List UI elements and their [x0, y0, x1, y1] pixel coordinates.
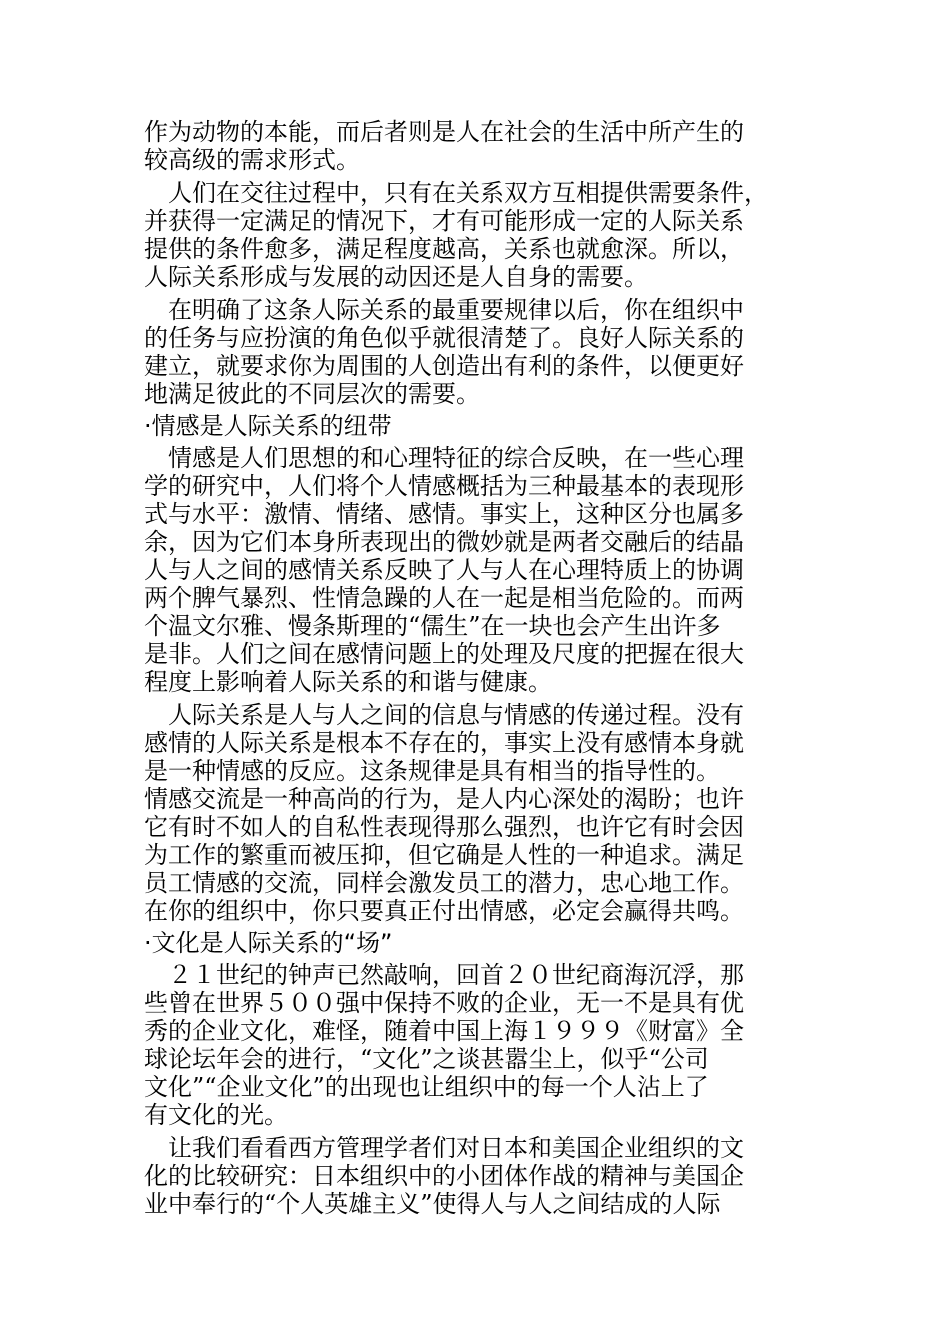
section-heading: ·情感是人际关系的纽带 — [144, 412, 392, 440]
text-line: 作为动物的本能，而后者则是人在社会的生活中所产生的 — [144, 118, 744, 146]
text-line: 是一种情感的反应。这条规律是具有相当的指导性的。 — [144, 757, 720, 785]
text-line: 较高级的需求形式。 — [144, 146, 360, 174]
text-line: 化的比较研究：日本组织中的小团体作战的精神与美国企 — [144, 1162, 744, 1190]
text-line: 秀的企业文化，难怪，随着中国上海１９９９《财富》全 — [144, 1017, 744, 1045]
text-line: 业中奉行的“个人英雄主义”使得人与人之间结成的人际 — [144, 1190, 721, 1218]
text-line: 学的研究中，人们将个人情感概括为三种最基本的表现形 — [144, 472, 744, 500]
text-line: 提供的条件愈多，满足程度越高，关系也就愈深。所以， — [144, 235, 744, 263]
text-line: 的任务与应扮演的角色似乎就很清楚了。良好人际关系的 — [144, 324, 744, 352]
text-line: 人际关系形成与发展的动因还是人自身的需要。 — [144, 263, 648, 291]
document-page — [144, 118, 809, 1218]
text-line: 式与水平：激情、情绪、感情。事实上，这种区分也属多 — [144, 500, 744, 528]
text-line: 有文化的光。 — [144, 1101, 288, 1129]
text-line: 余，因为它们本身所表现出的微妙就是两者交融后的结晶 — [144, 528, 744, 556]
text-line: 文化”“企业文化”的出现也让组织中的每一个人沾上了 — [144, 1073, 709, 1101]
text-line: 为工作的繁重而被压抑，但它确是人性的一种追求。满足 — [144, 841, 744, 869]
text-line: 情感交流是一种高尚的行为，是人内心深处的渴盼；也许 — [144, 785, 744, 813]
text-line: 个温文尔雅、慢条斯理的“儒生”在一块也会产生出许多 — [144, 612, 721, 640]
text-line: ２１世纪的钟声已然敲响，回首２０世纪商海沉浮，那 — [144, 961, 744, 989]
text-line: 些曾在世界５００强中保持不败的企业，无一不是具有优 — [144, 989, 744, 1017]
text-line: 人与人之间的感情关系反映了人与人在心理特质上的协调 — [144, 556, 744, 584]
text-line: 建立，就要求你为周围的人创造出有利的条件，以便更好 — [144, 352, 744, 380]
text-line: 是非。人们之间在感情问题上的处理及尺度的把握在很大 — [144, 640, 744, 668]
text-line: 感情的人际关系是根本不存在的，事实上没有感情本身就 — [144, 729, 744, 757]
text-line: 人们在交往过程中，只有在关系双方互相提供需要条件， — [144, 179, 768, 207]
text-line: 程度上影响着人际关系的和谐与健康。 — [144, 668, 552, 696]
text-line: 让我们看看西方管理学者们对日本和美国企业组织的文 — [144, 1134, 744, 1162]
text-line: 员工情感的交流，同样会激发员工的潜力，忠心地工作。 — [144, 869, 744, 897]
section-heading: ·文化是人际关系的“场” — [144, 929, 393, 957]
text-line: 它有时不如人的自私性表现得那么强烈，也许它有时会因 — [144, 813, 744, 841]
text-line: 两个脾气暴烈、性情急躁的人在一起是相当危险的。而两 — [144, 584, 744, 612]
text-line: 人际关系是人与人之间的信息与情感的传递过程。没有 — [144, 701, 744, 729]
text-line: 情感是人们思想的和心理特征的综合反映，在一些心理 — [144, 444, 744, 472]
text-line: 球论坛年会的进行，“文化”之谈甚嚣尘上，似乎“公司 — [144, 1045, 709, 1073]
text-line: 在你的组织中，你只要真正付出情感，必定会赢得共鸣。 — [144, 897, 744, 925]
text-line: 地满足彼此的不同层次的需要。 — [144, 380, 480, 408]
text-line: 并获得一定满足的情况下，才有可能形成一定的人际关系 — [144, 207, 744, 235]
text-line: 在明确了这条人际关系的最重要规律以后，你在组织中 — [144, 296, 744, 324]
